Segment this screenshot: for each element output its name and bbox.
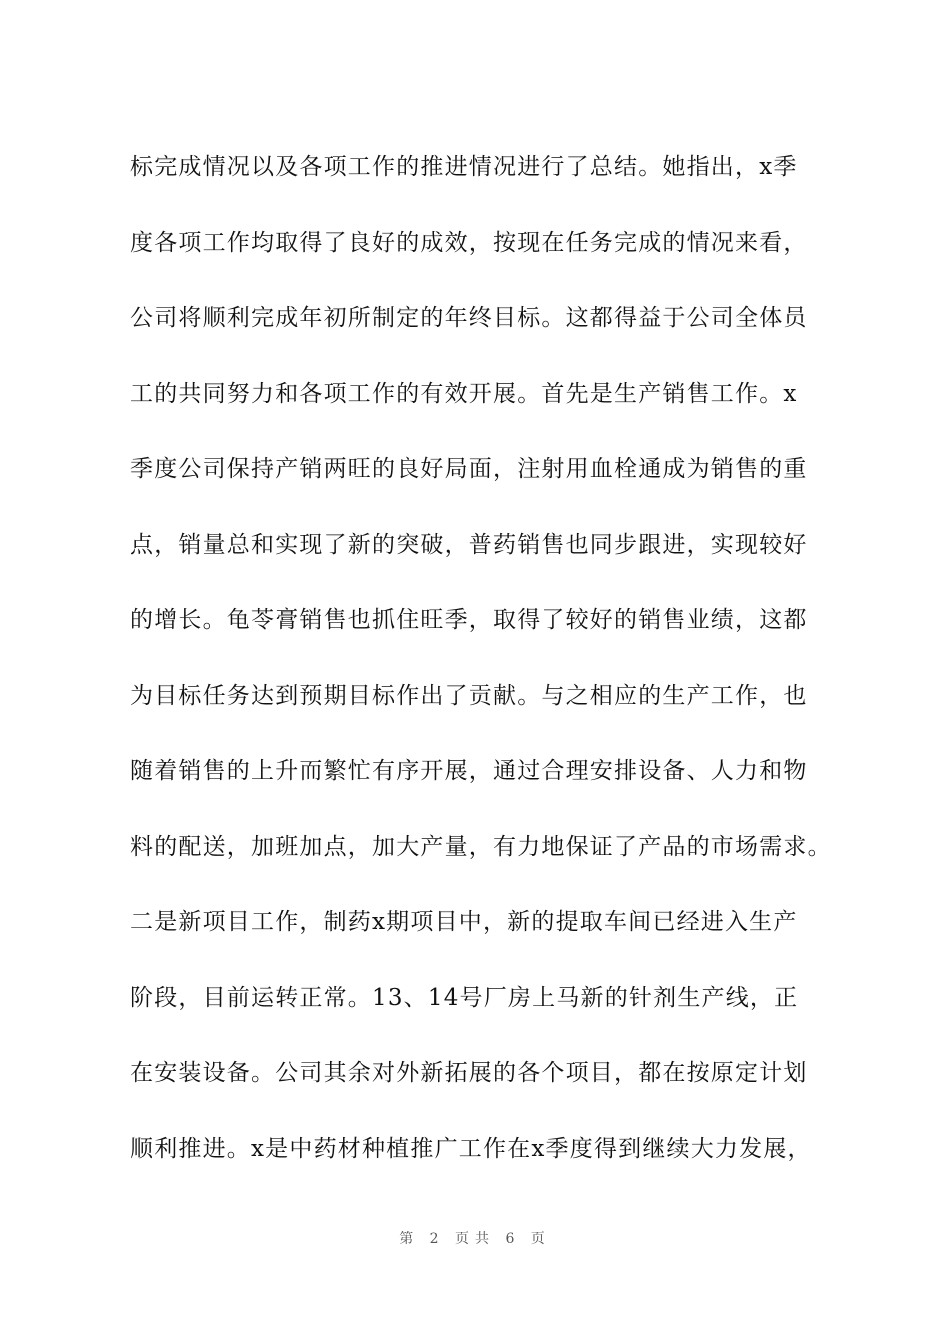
- page-number-footer: 第 2 页共 6 页: [399, 1231, 551, 1247]
- text-line: 为目标任务达到预期目标作出了贡献。与之相应的生产工作，也: [130, 682, 808, 709]
- text-line: 顺利推进。x是中药材种植推广工作在x季度得到继续大力发展，: [130, 1135, 812, 1162]
- text-line: 二是新项目工作，制药x期项目中，新的提取车间已经进入生产: [130, 909, 798, 935]
- text-line: 公司将顺利完成年初所制定的年终目标。这都得益于公司全体员: [130, 305, 808, 331]
- text-line: 标完成情况以及各项工作的推进情况进行了总结。她指出，x季: [130, 154, 798, 180]
- text-line: 度各项工作均取得了良好的成效，按现在任务完成的情况来看，: [130, 229, 808, 256]
- text-line: 点，销量总和实现了新的突破，普药销售也同步跟进，实现较好: [130, 531, 808, 558]
- text-line: 季度公司保持产销两旺的良好局面，注射用血栓通成为销售的重: [130, 456, 808, 482]
- text-line: 工的共同努力和各项工作的有效开展。首先是生产销售工作。x: [130, 380, 798, 407]
- body-text: [130, 147, 870, 1204]
- text-line: 料的配送，加班加点，加大产量，有力地保证了产品的市场需求。: [130, 833, 832, 860]
- text-line: 阶段，目前运转正常。13、14号厂房上马新的针剂生产线，正: [130, 984, 799, 1011]
- text-line: 的增长。龟苓膏销售也抓住旺季，取得了较好的销售业绩，这都: [130, 607, 808, 633]
- text-line: 在安装设备。公司其余对外新拓展的各个项目，都在按原定计划: [130, 1060, 808, 1086]
- text-line: 随着销售的上升而繁忙有序开展，通过合理安排设备、人力和物: [130, 758, 808, 784]
